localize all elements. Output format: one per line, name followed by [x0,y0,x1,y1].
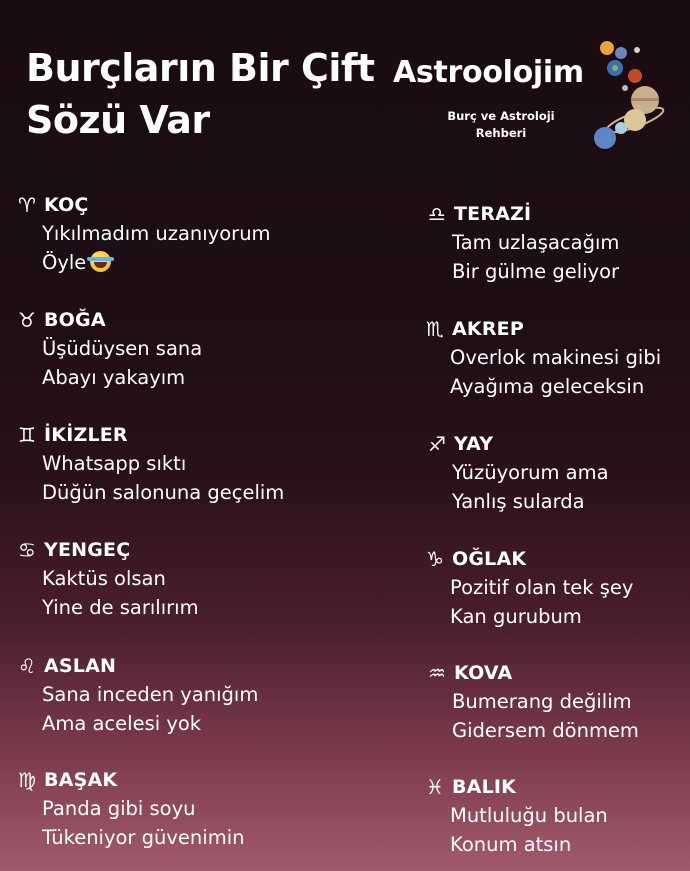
sign-quote-line-1: Üşüdüysen sana [42,337,203,360]
sign-name: BAŞAK [44,769,118,791]
sign-quote-line-2: Abayı yakayım [42,366,186,389]
sign-quote-line-1: Tam uzlaşacağım [452,231,620,254]
brand-name: Astroolojim [393,55,584,90]
sign-name: ASLAN [44,655,117,677]
sign-name: KOVA [454,662,513,684]
sign-oglak [426,545,633,631]
capricorn-icon: ♑ [426,547,444,571]
libra-icon: ♎ [428,202,446,226]
sign-ikizler [18,421,284,507]
sign-quote-line-1: Pozitif olan tek şey [450,576,634,599]
sign-quote-line-2: Yanlış sularda [452,490,585,513]
brand-subtitle [445,108,557,142]
title-line-1: Burçların Bir Çift [26,46,375,90]
sign-name: KOÇ [44,194,89,216]
sign-quote-line-2: Konum atsın [450,833,572,856]
sign-name: OĞLAK [452,548,527,570]
sign-koc [18,191,271,277]
sign-balik [426,773,608,859]
sign-quote-line-2: Yine de sarılırım [42,596,199,619]
sign-quote-line-1: Bumerang değilim [452,690,632,713]
brand-subtitle-line-1: Burç ve Astroloji [447,109,555,123]
title-line-2: Sözü Var [26,98,210,142]
sign-quote-line-1: Mutluluğu bulan [450,804,608,827]
sign-name: YENGEÇ [44,539,131,561]
sagittarius-icon: ♐ [428,432,446,456]
sign-terazi [428,200,619,286]
sign-yengec [18,536,199,622]
sign-quote-line-2: Tükeniyor güvenimin [42,826,245,849]
sign-kova [428,659,639,745]
sign-name: BALIK [452,776,517,798]
aries-icon: ♈ [18,193,36,217]
pisces-icon: ♓ [426,775,444,799]
sign-name: BOĞA [44,309,106,331]
sign-quote-line-2: Ayağıma geleceksin [450,375,645,398]
aquarius-icon: ♒ [428,661,446,685]
gemini-icon: ♊ [18,423,36,447]
sign-quote-line-2: Ama acelesi yok [42,712,202,735]
scorpio-icon: ♏ [426,317,444,341]
sign-quote-line-1: Panda gibi soyu [42,797,196,820]
brand-subtitle-line-2: Rehberi [475,126,527,140]
sign-quote-line-2: Gidersem dönmem [452,719,639,742]
sign-quote-line-1: Kaktüs olsan [42,567,166,590]
sign-quote-text: Öyle [42,251,87,274]
sign-quote-line-2: Düğün salonuna geçelim [42,481,285,504]
sign-name: AKREP [452,318,524,340]
sign-quote-line-1: Yüzüyorum ama [452,461,609,484]
sign-name: TERAZİ [454,203,532,225]
leo-icon: ♌ [18,654,36,678]
sign-quote-line-1: Yıkılmadım uzanıyorum [42,222,271,245]
sign-name: İKİZLER [44,424,128,446]
sign-quote-line-2: Kan gurubum [450,605,582,628]
sign-boga [18,306,202,392]
sign-quote-line-1: Whatsapp sıktı [42,452,187,475]
sign-quote-line-1: Overlok makinesi gibi [450,346,662,369]
virgo-icon: ♍ [18,768,36,792]
sign-aslan [18,652,258,738]
sign-name: YAY [454,433,494,455]
solar-system-planets-icon [585,38,685,158]
sign-yay [428,430,609,516]
laughing-tears-emoji-icon [90,251,111,272]
sign-quote-line-1: Sana inceden yanığım [42,683,259,706]
sign-basak [18,766,244,852]
cancer-icon: ♋ [18,538,36,562]
sign-akrep [426,315,661,401]
taurus-icon: ♉ [18,308,36,332]
page-title [26,42,375,146]
sign-quote-line-2 [18,248,271,277]
sign-quote-line-2: Bir gülme geliyor [452,260,620,283]
